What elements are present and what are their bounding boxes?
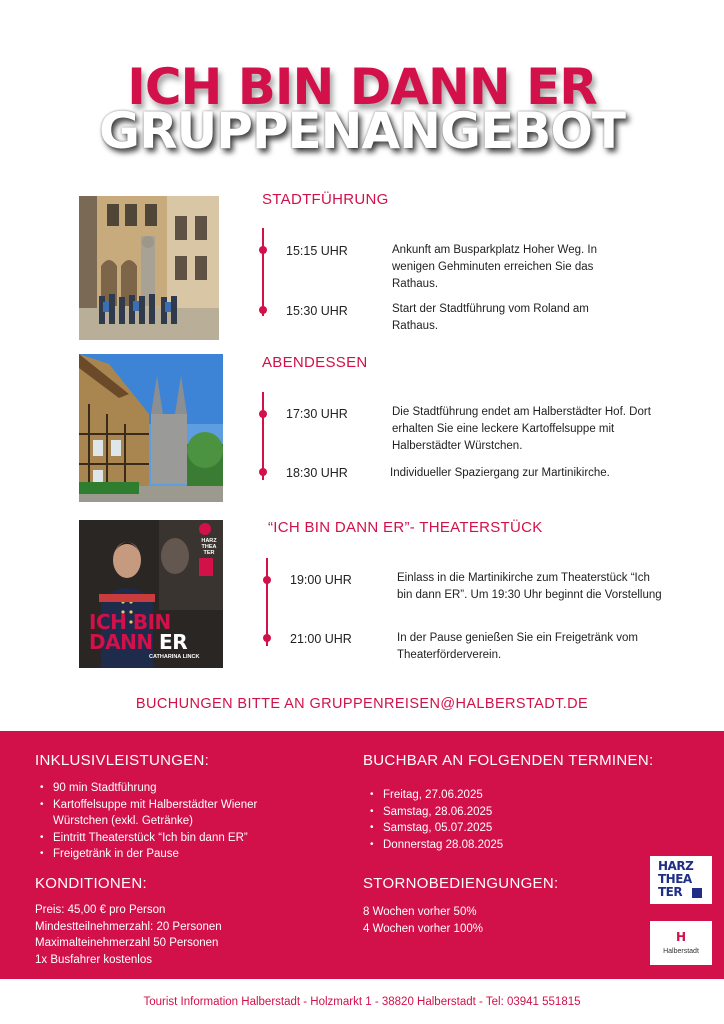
- photo-stadtfuehrung: [79, 196, 219, 340]
- cancel-item: 4 Wochen vorher 100%: [363, 922, 483, 935]
- section-title-abendessen: ABENDESSEN: [262, 354, 368, 371]
- footer-contact: Tourist Information Halberstadt - Holzmarkt 1 - 38820 Halberstadt - Tel: 03941 551815: [143, 996, 581, 1008]
- time-1530: 15:30 UHR: [286, 304, 348, 318]
- desc-1830: Individueller Spaziergang zur Martinikirche.: [390, 467, 610, 479]
- date-item: • Freitag, 27.06.2025: [365, 787, 565, 804]
- inclusive-item: • 90 min Stadtführung: [35, 780, 310, 797]
- poster-title-er: ER: [159, 630, 188, 654]
- booking-email[interactable]: BUCHUNGEN BITTE AN GRUPPENREISEN@HALBERSTADT.DE: [135, 696, 589, 712]
- poster-title-dann: DANN: [89, 630, 160, 654]
- poster-author: CATHARINA LINCK: [149, 654, 200, 660]
- timeline-line: [266, 558, 268, 646]
- time-1515: 15:15 UHR: [286, 244, 348, 258]
- condition-item: Preis: 45,00 € pro Person: [35, 904, 166, 916]
- timeline-dot: [259, 246, 267, 254]
- time-1730: 17:30 UHR: [286, 407, 348, 421]
- conditions-list: [35, 902, 315, 968]
- halberstadt-logo: [650, 921, 712, 965]
- timeline-line: [262, 228, 264, 316]
- date-item: • Donnerstag 28.08.2025: [365, 837, 565, 854]
- section-title-theaterstueck: “ICH BIN DANN ER”- THEATERSTÜCK: [268, 519, 543, 536]
- condition-item: Mindestteilnehmerzahl: 20 Personen: [35, 920, 222, 933]
- desc-1530: Start der Stadtführung vom Roland am Rathaus.: [392, 303, 589, 332]
- halberstadt-logo-name: Halberstadt: [663, 948, 699, 955]
- conditions-title: KONDITIONEN:: [35, 875, 147, 892]
- poster-ich-bin-dann-er: [79, 520, 223, 668]
- harz-theater-logo: [650, 856, 712, 904]
- inclusive-item: • Eintritt Theaterstück “Ich bin dann ER”: [35, 830, 310, 847]
- harz-logo-line-2: THEA: [658, 872, 692, 886]
- cancel-title: STORNOBEDIENGUNGEN:: [363, 875, 559, 892]
- desc-2100: In der Pause genießen Sie ein Freigetränk vom Theaterförderverein.: [397, 632, 638, 661]
- time-2100: 21:00 UHR: [290, 632, 352, 646]
- poster-title-line-1: ICH BIN: [89, 610, 171, 634]
- inclusive-list: [35, 780, 310, 863]
- inclusive-title: INKLUSIVLEISTUNGEN:: [35, 752, 210, 769]
- desc-1900: Einlass in die Martinikirche zum Theaterstück “Ich bin dann ER”. Um 19:30 Uhr beginnt die Vorstellung: [397, 572, 662, 601]
- date-item: • Samstag, 28.06.2025: [365, 804, 565, 821]
- timeline-dot: [259, 306, 267, 314]
- timeline-dot: [259, 468, 267, 476]
- inclusive-item: • Freigetränk in der Pause: [35, 846, 310, 863]
- desc-1515: Ankunft am Busparkplatz Hoher Weg. In wenigen Gehminuten erreichen Sie das Rathaus.: [392, 244, 597, 290]
- time-1830: 18:30 UHR: [286, 466, 348, 480]
- halberstadt-logo-mark: H: [675, 930, 687, 944]
- dates-title: BUCHBAR AN FOLGENDEN TERMINEN:: [363, 752, 654, 769]
- timeline-dot: [259, 410, 267, 418]
- section-title-stadtfuehrung: STADTFÜHRUNG: [262, 191, 389, 208]
- time-1900: 19:00 UHR: [290, 573, 352, 587]
- cancel-list: [363, 904, 563, 937]
- poster-logo-text: HARZ THEA TER: [201, 538, 217, 556]
- timeline-dot: [263, 576, 271, 584]
- desc-1730: Die Stadtführung endet am Halberstädter Hof. Dort erhalten Sie eine leckere Kartoffelsuppe mit Halberstädter Würstchen.: [392, 406, 651, 452]
- timeline-dot: [263, 634, 271, 642]
- cancel-item: 8 Wochen vorher 50%: [363, 906, 477, 918]
- title-line-2: GRUPPENANGEBOT: [99, 102, 625, 160]
- poster-title-line-2: [89, 630, 187, 654]
- date-item: • Samstag, 05.07.2025: [365, 820, 565, 837]
- harz-logo-line-3: TER: [658, 885, 683, 899]
- photo-abendessen: [79, 354, 223, 502]
- dates-list: [365, 787, 565, 853]
- inclusive-item: • Kartoffelsuppe mit Halberstädter Wiener Würstchen (exkl. Getränke): [35, 797, 310, 830]
- harz-logo-line-1: HARZ: [658, 859, 694, 873]
- harz-logo-badge: [692, 888, 702, 898]
- condition-item: Maximalteinehmerzahl 50 Personen: [35, 937, 219, 949]
- info-band: [0, 731, 724, 979]
- title-line-1: ICH BIN DANN ER: [127, 58, 597, 116]
- timeline-line: [262, 392, 264, 480]
- condition-item: 1x Busfahrer kostenlos: [35, 953, 152, 966]
